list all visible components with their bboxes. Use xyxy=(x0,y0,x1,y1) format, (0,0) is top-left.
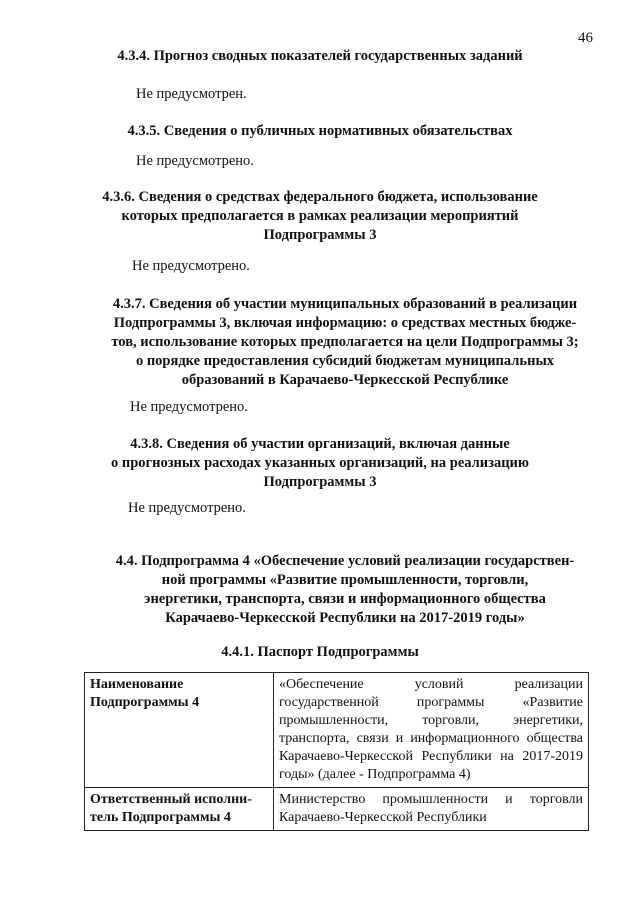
passport-value-name: «Обеспечение условий реализации государственной программы «Развитие промышленности, торговли, энергетики, транспорта, связи и информационного общества Карачаево-Черкесской Республики на 2017-2019 годы» (далее - Подпрограмма 4) xyxy=(274,673,589,788)
label-line: тель Подпрограммы 4 xyxy=(90,810,231,825)
heading-line: 4.3.8. Сведения об участии организаций, включая данные xyxy=(130,436,510,452)
heading-line: Подпрограммы 3 xyxy=(263,474,377,490)
heading-line: 4.3.7. Сведения об участии муниципальных образований в реализации xyxy=(112,296,578,312)
heading-line: которых предполагается в рамках реализации мероприятий xyxy=(121,208,519,224)
heading-line: Карачаево-Черкесской Республики на 2017-2019 годы» xyxy=(165,610,525,626)
label-line: Подпрограммы 4 xyxy=(90,695,200,710)
heading-4-3-5: 4.3.5. Сведения о публичных нормативных обязательствах xyxy=(127,123,513,139)
text-4-3-7: Не предусмотрено. xyxy=(130,399,248,415)
passport-label-name xyxy=(85,673,274,788)
passport-value-executor: Министерство промышленности и торговли Карачаево-Черкесской Республики xyxy=(274,788,589,831)
heading-4-3-6 xyxy=(60,188,580,245)
page-number: 46 xyxy=(578,30,593,46)
label-line: Наименование xyxy=(90,677,184,692)
passport-label-executor xyxy=(85,788,274,831)
heading-line: образований в Карачаево-Черкесской Республике xyxy=(181,372,509,388)
table-row xyxy=(85,673,589,788)
heading-4-4-1: 4.4.1. Паспорт Подпрограммы xyxy=(221,644,419,660)
heading-line: 4.4. Подпрограмма 4 «Обеспечение условий реализации государствен- xyxy=(115,553,575,569)
text-4-3-6: Не предусмотрено. xyxy=(132,258,250,274)
heading-line: энергетики, транспорта, связи и информационного общества xyxy=(144,591,546,607)
heading-4-3-7 xyxy=(80,295,610,390)
label-line: Ответственный исполни- xyxy=(90,792,252,807)
text-4-3-8: Не предусмотрено. xyxy=(128,500,246,516)
heading-4-3-8 xyxy=(60,435,580,492)
text-4-3-4: Не предусмотрен. xyxy=(136,86,247,102)
heading-line: о порядке предоставления субсидий бюджетам муниципальных xyxy=(135,353,555,369)
heading-line: Подпрограммы 3 xyxy=(263,227,377,243)
heading-line: 4.3.6. Сведения о средствах федерального бюджета, использование xyxy=(102,189,538,205)
heading-line: о прогнозных расходах указанных организаций, на реализацию xyxy=(111,455,529,471)
heading-4-4 xyxy=(80,552,610,628)
heading-line: тов, использование которых предполагается на цели Подпрограммы 3; xyxy=(111,334,579,350)
heading-4-3-4: 4.3.4. Прогноз сводных показателей государственных заданий xyxy=(117,48,523,64)
heading-line: Подпрограммы 3, включая информацию: о средствах местных бюдже- xyxy=(113,315,577,331)
table-row xyxy=(85,788,589,831)
passport-table xyxy=(84,672,589,831)
heading-line: ной программы «Развитие промышленности, торговли, xyxy=(161,572,529,588)
text-4-3-5: Не предусмотрено. xyxy=(136,153,254,169)
